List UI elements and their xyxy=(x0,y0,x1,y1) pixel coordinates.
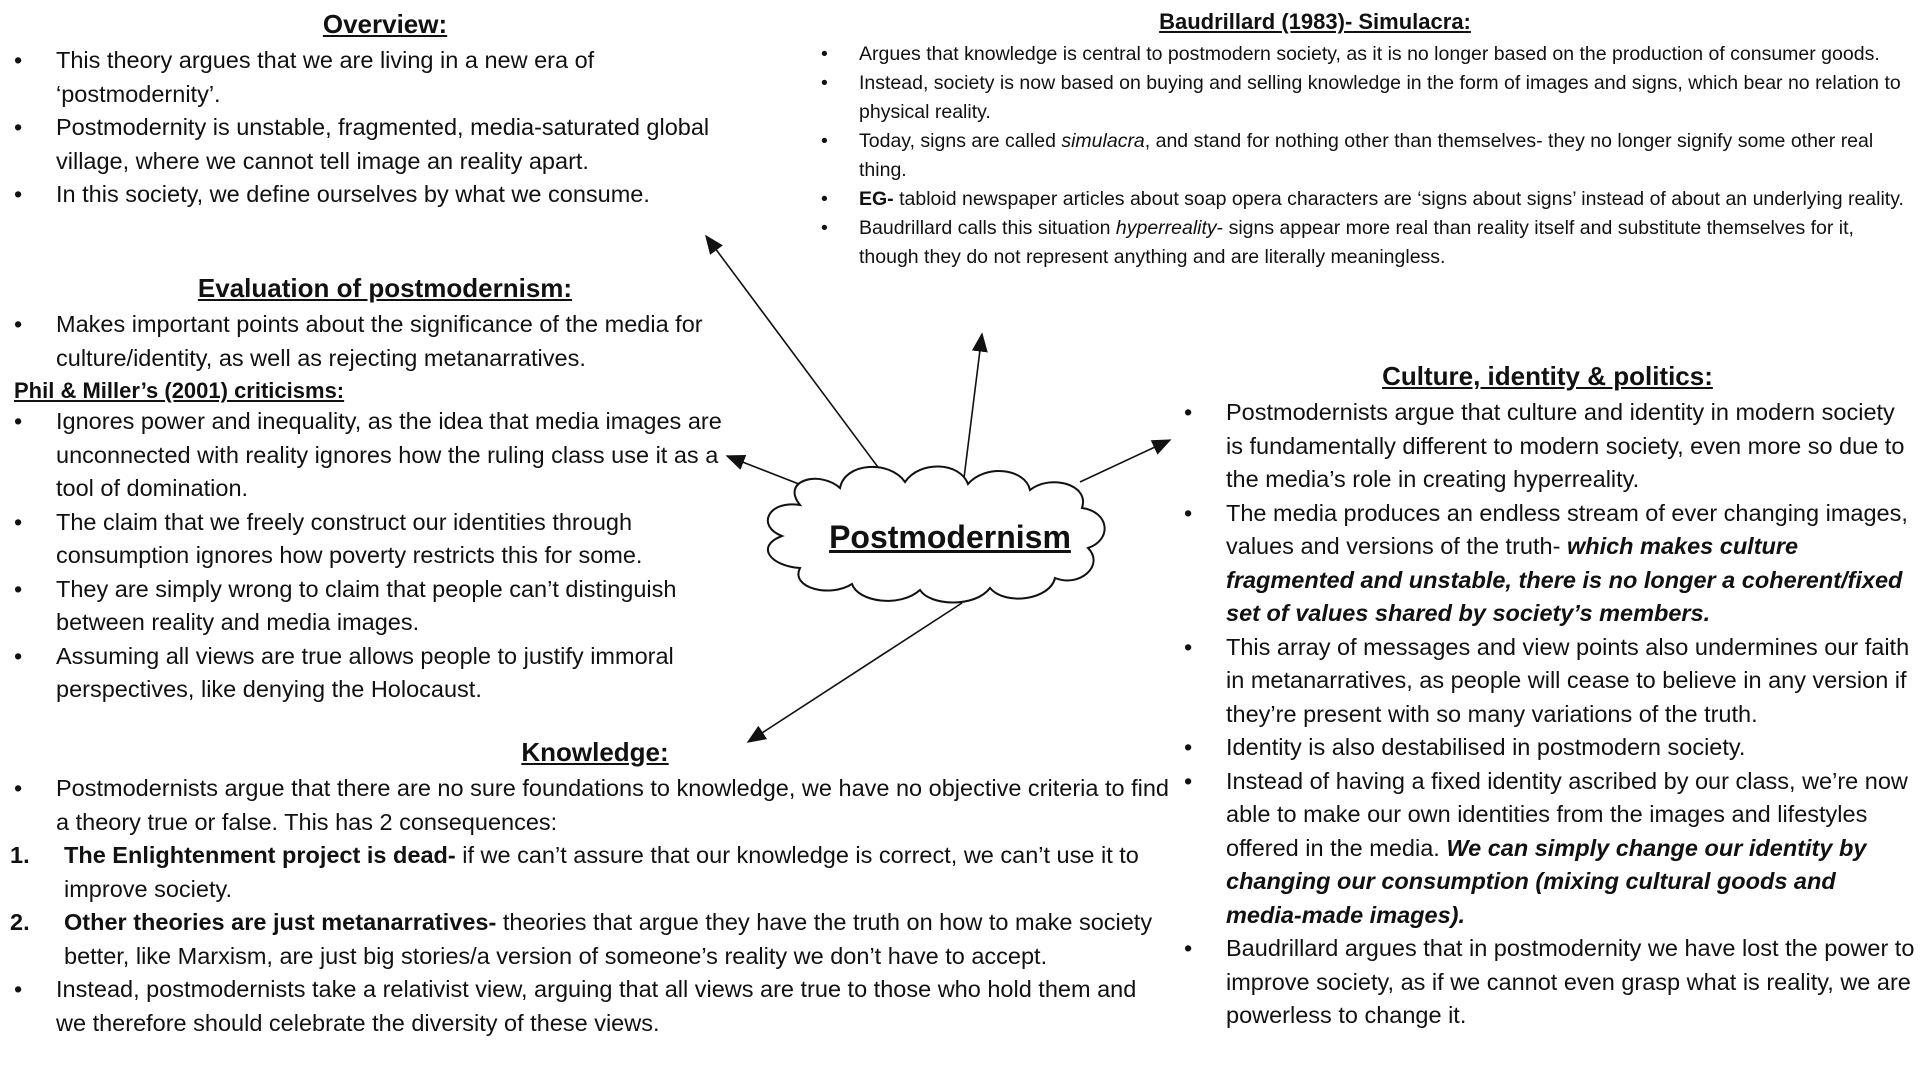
list-item: • This theory argues that we are living in a new era of ‘postmodernity’. xyxy=(10,44,730,111)
arrow-to-baudrillard xyxy=(963,334,982,486)
knowledge-consequences-list xyxy=(10,839,1170,973)
culture-heading: Culture, identity & politics: xyxy=(1382,361,1713,391)
list-item: • Baudrillard calls this situation hyperreality- signs appear more real than reality itself and substitute themselves for it, though they do not represent anything and are literally meaningless. xyxy=(815,214,1915,272)
list-item: • Postmodernists argue that culture and identity in modern society is fundamentally different to modern society, even more so due to the media’s role in creating hyperreality. xyxy=(1180,396,1915,497)
list-item: • In this society, we define ourselves by what we consume. xyxy=(10,178,730,212)
list-item: • Assuming all views are true allows people to justify immoral perspectives, like denying the Holocaust. xyxy=(10,640,750,707)
list-item: • Ignores power and inequality, as the idea that media images are unconnected with reality ignores how the ruling class use it as a tool of domination. xyxy=(10,405,750,506)
evaluation-heading: Evaluation of postmodernism: xyxy=(197,273,573,303)
list-item: 2. Other theories are just metanarratives- theories that argue they have the truth on how to make society better, like Marxism, are just big stories/a version of someone’s reality we don’t have to accept. xyxy=(10,906,1170,973)
culture-list xyxy=(1180,396,1915,1033)
overview-section xyxy=(10,8,730,212)
list-item: • The claim that we freely construct our identities through consumption ignores how poverty restricts this for some. xyxy=(10,506,750,573)
knowledge-heading: Knowledge: xyxy=(521,737,669,767)
list-item: • Instead of having a fixed identity ascribed by our class, we’re now able to make our own identities from the images and lifestyles offered in the media. We can simply change our identity by changing our consumption (mixing cultural goods and media-made images). xyxy=(1180,765,1915,933)
evaluation-section xyxy=(10,272,750,707)
overview-list xyxy=(10,44,730,212)
list-item: • They are simply wrong to claim that people can’t distinguish between reality and media images. xyxy=(10,573,750,640)
arrow-to-knowledge xyxy=(748,603,962,742)
list-item: • Makes important points about the significance of the media for culture/identity, as well as rejecting metanarratives. xyxy=(10,308,750,375)
knowledge-outro-list xyxy=(10,973,1170,1040)
list-item: • Argues that knowledge is central to postmodern society, as it is no longer based on the production of consumer goods. xyxy=(815,40,1915,69)
evaluation-list xyxy=(10,308,750,375)
overview-heading: Overview: xyxy=(322,9,448,39)
baudrillard-list xyxy=(815,40,1915,272)
list-item: • Postmodernity is unstable, fragmented, media-saturated global village, where we cannot tell image an reality apart. xyxy=(10,111,730,178)
criticisms-heading: Phil & Miller’s (2001) criticisms: xyxy=(14,378,345,403)
arrow-to-culture xyxy=(1080,440,1170,482)
knowledge-intro-list xyxy=(10,772,1170,839)
baudrillard-section xyxy=(815,8,1915,272)
baudrillard-heading: Baudrillard (1983)- Simulacra: xyxy=(1159,9,1471,34)
list-item: • Identity is also destabilised in postmodern society. xyxy=(1180,731,1915,765)
list-item: • Instead, postmodernists take a relativist view, arguing that all views are true to those who hold them and we therefore should celebrate the diversity of these views. xyxy=(10,973,1170,1040)
criticisms-list xyxy=(10,405,750,707)
culture-section xyxy=(1180,360,1915,1033)
list-item: • Postmodernists argue that there are no sure foundations to knowledge, we have no objective criteria to find a theory true or false. This has 2 consequences: xyxy=(10,772,1170,839)
central-topic-label: Postmodernism xyxy=(829,519,1071,555)
knowledge-section xyxy=(10,736,1170,1040)
list-item: 1. The Enlightenment project is dead- if we can’t assure that our knowledge is correct, we can’t use it to improve society. xyxy=(10,839,1170,906)
list-item: • The media produces an endless stream of ever changing images, values and versions of the truth- which makes culture fragmented and unstable, there is no longer a coherent/fixed set of values shared by society’s members. xyxy=(1180,497,1915,631)
list-item: • Instead, society is now based on buying and selling knowledge in the form of images and signs, which bear no relation to physical reality. xyxy=(815,69,1915,127)
list-item: • Baudrillard argues that in postmodernity we have lost the power to improve society, as if we cannot even grasp what is reality, we are powerless to change it. xyxy=(1180,932,1915,1033)
list-item: • This array of messages and view points also undermines our faith in metanarratives, as people will cease to believe in any version if they’re present with so many variations of the truth. xyxy=(1180,631,1915,732)
list-item: • Today, signs are called simulacra, and stand for nothing other than themselves- they no longer signify some other real thing. xyxy=(815,127,1915,185)
list-item: • EG- tabloid newspaper articles about soap opera characters are ‘signs about signs’ instead of about an underlying reality. xyxy=(815,185,1915,214)
